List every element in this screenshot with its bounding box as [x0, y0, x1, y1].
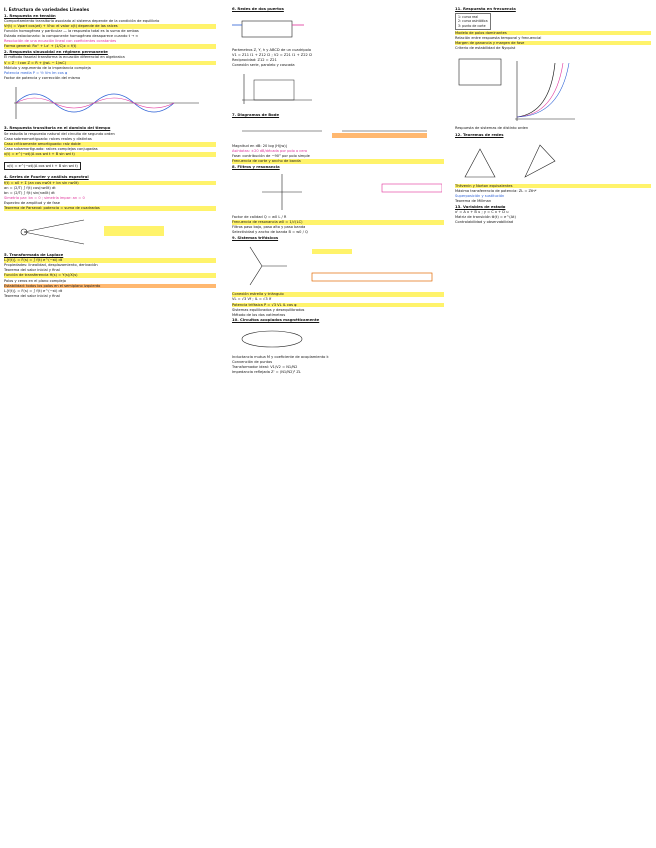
text-line: Filtros paso bajo, paso alto y paso banda [232, 225, 306, 230]
text-line: Inductancia mutua M y coeficiente de acoplamiento k [232, 354, 329, 359]
section-heading: 13. Variables de estado [455, 203, 506, 209]
section-heading: 7. Diagramas de Bode [232, 112, 280, 118]
text-line: Espectro de amplitud y de fase [4, 201, 60, 206]
text-line: Parámetros Z, Y, h y ABCD de un cuadripolo [232, 47, 312, 52]
text-line: Criterio de estabilidad de Nyquist [455, 45, 516, 50]
text-line: VL = √3 Vf ; IL = √3 If [232, 297, 272, 302]
text-line: Se estudia la respuesta natural del circuito de segundo orden [4, 131, 115, 136]
text-line: Convención de puntos [232, 359, 273, 364]
text-line: Reciprocidad: Z12 = Z21 [232, 57, 277, 62]
plot-grid [232, 172, 444, 212]
document-title: I. Estructura de variedades Lineales [4, 7, 90, 12]
text-line: Superposición y sustitución [455, 194, 505, 199]
axis-sketch [232, 121, 444, 141]
section-heading: 2. Respuesta sinusoidal en régimen permanente [4, 48, 108, 54]
two-port-diagram [232, 15, 444, 45]
text-line: Magnitud en dB: 20 log |H(jw)| [232, 143, 287, 148]
text-line: Módulo y argumento de la impedancia compleja [4, 65, 91, 70]
text-line: Teorema del valor inicial y final [4, 293, 60, 298]
highlighted-line: Thévenin y Norton equivalentes [455, 184, 651, 189]
text-line: Comportamiento transitorio asociado al sistema depende de la condición de equilibrio [4, 19, 160, 23]
section-heading: 3. Respuesta transitoria en el dominio del tiempo [4, 125, 111, 131]
grid-figure [232, 70, 444, 110]
text-line: bn = (2/T) ∫ f(t) sin(nw0t) dt [4, 190, 55, 195]
triangle-figure [455, 141, 651, 181]
text-line: Resolución de una ecuación lineal con coeficientes constantes [4, 39, 117, 44]
text-line: Teorema de Millman [455, 199, 492, 204]
text-line: Potencia media P = ½ Vm Im cos φ [4, 70, 68, 75]
text-line: Simetría par: bn = 0 ; simetría impar: an = 0 [4, 196, 85, 200]
graph-caption: Respuesta de sistemas de distinto orden [455, 125, 529, 130]
section-heading: 6. Redes de dos puertos [232, 6, 284, 11]
boxed-formula [4, 160, 216, 173]
section-heading: 1. Respuesta en tensión [4, 12, 56, 18]
text-line: Método de los dos vatímetros [232, 312, 286, 317]
text-line: Conexión serie, paralelo y cascada [232, 62, 295, 67]
text-line: Polos y ceros en el plano complejo [4, 278, 66, 283]
highlighted-line: Modelo de polos dominantes [455, 31, 651, 36]
text-line: x' = A x + B u ; y = C x + D u [455, 210, 509, 215]
text-line: Impedancia reflejada Z' = (N1/N2)² ZL [232, 370, 301, 374]
column-3 [455, 6, 651, 226]
text-line: Estado estacionario: la componente homogénea desaparece cuando t → ∞ [4, 34, 139, 39]
text-line: El método fasorial transforma la ecuación diferencial en algebraica [4, 55, 125, 60]
section-heading: 11. Respuesta en frecuencia [455, 6, 516, 11]
phasor-star [232, 243, 444, 289]
section-heading: 5. Transformada de Laplace [4, 251, 64, 257]
text-line: Relación entre respuesta temporal y frecuencial [455, 35, 542, 40]
highlighted-line: Vr(t) = Vpart cos(wt) + Vho: el valor x(t) depende de las raíces [4, 24, 216, 29]
column-1 [4, 6, 216, 299]
highlighted-line: Forma general: Rx'' + Lx' + (1/C)x = f(t) [4, 44, 216, 49]
highlighted-line: L{f(t)} = F(s) = ∫ f(t) e^(−st) dt [4, 258, 216, 263]
text-line: L{f(t)} = F(s) = ∫ f(t) e^(−st) dt [4, 288, 63, 293]
text-line: Sistemas equilibrados y desequilibrados [232, 307, 305, 312]
text-line: Matriz de transición Φ(t) = e^(At) [455, 215, 516, 220]
highlighted-line: V = Z · I con Z = R + j(wL − 1/wC) [4, 61, 216, 66]
response-graph [455, 53, 651, 130]
text-line: Caso sobreamortiguado: raíces reales y distintas [4, 136, 92, 141]
circuit-figure [4, 214, 216, 250]
highlighted-line: Caso críticamente amortiguado: raíz doble [4, 142, 216, 147]
column-2 [232, 6, 444, 375]
text-line: Selectividad y ancho de banda B = w0 / Q [232, 230, 308, 235]
text-line: Transformador ideal: V1/V2 = N1/N2 [232, 364, 298, 369]
section-heading: 9. Sistemas trifásicos [232, 234, 279, 240]
text-line: V1 = Z11 I1 + Z12 I2 ; V2 = Z21 I1 + Z22 I2 [232, 52, 313, 57]
legend-box [455, 13, 491, 31]
text-line: Factor de potencia y corrección del mismo [4, 75, 81, 80]
legend-item: 3: punto de corte [458, 23, 486, 28]
highlighted-line: x(t) = e^(−αt)(A cos wd t + B sin wd t) [4, 152, 216, 157]
section-heading: 8. Filtros y resonancia [232, 163, 280, 169]
text-line: Teorema del valor inicial y final [4, 268, 60, 273]
section-heading: 12. Teoremas de redes [455, 132, 504, 138]
legend-item: 1: curva real [458, 14, 479, 19]
highlighted-line: Frecuencia de corte y ancho de banda [232, 159, 444, 164]
text-line: Propiedades: linealidad, desplazamiento, derivación [4, 263, 98, 268]
legend-item: 2: curva asintótica [458, 19, 488, 23]
formula-box: x(t) = e^(−αt)(A cos wd t + B sin wd t) [4, 162, 81, 171]
highlighted-line: Conexión estrella y triángulo [232, 292, 444, 297]
highlighted-line: Potencia trifásica P = √3 VL IL cos φ [232, 303, 444, 308]
coil-figure [232, 326, 444, 352]
text-line: Máxima transferencia de potencia: ZL = Zth* [455, 189, 537, 194]
text-line: Caso subamortiguado: raíces complejas conjugadas [4, 147, 98, 152]
section-heading: 10. Circuitos acoplados magnéticamente [232, 317, 320, 323]
waveform-figure [4, 83, 216, 123]
highlighted-line: Función de transferencia H(s) = Y(s)/X(s) [4, 273, 216, 278]
highlighted-line: Frecuencia de resonancia w0 = 1/√(LC) [232, 220, 444, 225]
text-line: Factor de calidad Q = w0 L / R [232, 215, 287, 220]
highlighted-line: Teorema de Parseval: potencia = suma de cuadrados [4, 206, 216, 211]
text-line: an = (2/T) ∫ f(t) cos(nw0t) dt [4, 185, 56, 190]
highlighted-line: Margen de ganancia y margen de fase [455, 41, 651, 46]
text-line: Asíntotas: ±20 dB/década por polo o cero [232, 148, 308, 153]
highlighted-line: Estabilidad: todos los polos en el semiplano izquierdo [4, 284, 216, 289]
section-heading: 4. Series de Fourier y análisis espectral [4, 174, 89, 180]
text-line: Controlabilidad y observabilidad [455, 220, 514, 225]
text-line: Fase: contribución de −90° por polo simple [232, 153, 310, 158]
text-line: Función homogénea y particular — la respuesta total es la suma de ambas [4, 29, 139, 34]
highlighted-line: f(t) = a0 + Σ (an cos nw0t + bn sin nw0t) [4, 181, 216, 186]
